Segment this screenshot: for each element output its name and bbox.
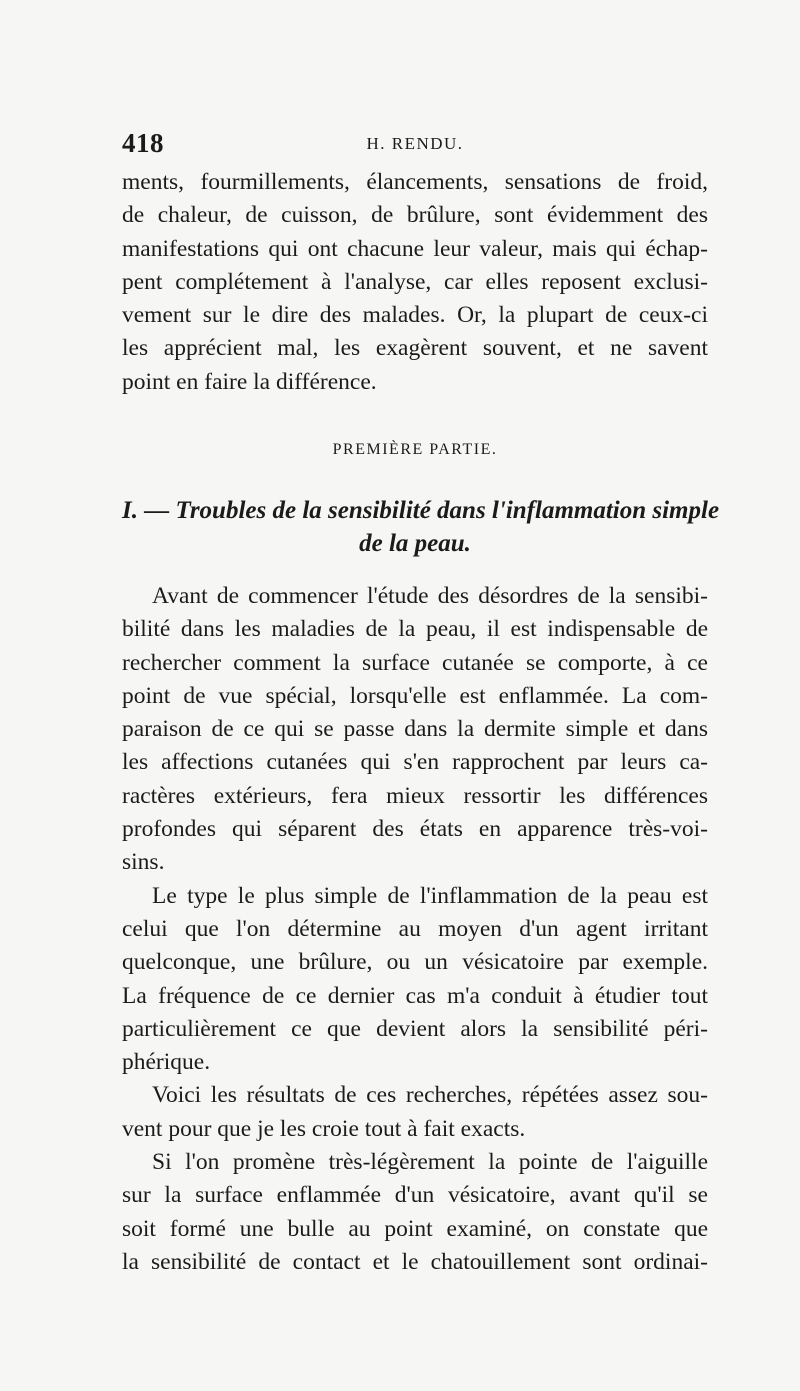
top-paragraph: [122, 166, 708, 399]
text-line: phérique.: [122, 1049, 211, 1076]
text-line: celui que l'on détermine au moyen d'un agent irritant: [122, 915, 708, 942]
text-line: point de vue spécial, lorsqu'elle est enflammée. La com-: [122, 682, 708, 709]
section-title-line: de la peau.: [359, 530, 471, 557]
page-number: 418: [122, 128, 164, 158]
text-line: Avant de commencer l'étude des désordres de la sensibi-: [152, 583, 708, 609]
part-title: PREMIÈRE PARTIE.: [332, 441, 498, 458]
text-line: point en faire la différence.: [122, 368, 377, 395]
text-line: de chaleur, de cuisson, de brûlure, sont évidemment des: [122, 202, 708, 229]
text-line: ments, fourmillements, élancements, sensations de froid,: [122, 169, 708, 195]
text-line: ractères extérieurs, fera mieux ressortir les différences: [122, 782, 708, 809]
text-line: La fréquence de ce dernier cas m'a conduit à étudier tout: [122, 982, 708, 1009]
section-title-line: I. — Troubles de la sensibilité dans l'inflammation simple: [122, 497, 720, 524]
text-line: sur la surface enflammée d'un vésicatoire, avant qu'il se: [122, 1182, 708, 1209]
text-line: Si l'on promène très-légèrement la pointe de l'aiguille: [152, 1149, 708, 1176]
body-text: [122, 580, 708, 1279]
text-line: les affections cutanées qui s'en rapprochent par leurs ca-: [122, 749, 708, 776]
text-line: paraison de ce qui se passe dans la dermite simple et dans: [122, 716, 708, 743]
text-line: vent pour que je les croie tout à fait exacts.: [122, 1115, 526, 1142]
running-head: [122, 128, 708, 158]
text-line: soit formé une bulle au point examiné, on constate que: [122, 1215, 708, 1242]
text-line: particulièrement ce que devient alors la sensibilité péri-: [122, 1015, 708, 1042]
text-line: pent complétement à l'analyse, car elles reposent exclusi-: [122, 268, 708, 295]
text-line: rechercher comment la surface cutanée se comporte, à ce: [122, 649, 708, 676]
text-line: Le type le plus simple de l'inflammation de la peau est: [152, 882, 708, 909]
text-line: Voici les résultats de ces recherches, répétées assez sou-: [152, 1082, 708, 1109]
text-line: bilité dans les maladies de la peau, il est indispensable de: [122, 616, 708, 643]
text-line: profondes qui séparent des états en apparence très-voi-: [122, 816, 708, 843]
text-line: sins.: [122, 849, 165, 876]
running-head-author: H. RENDU.: [366, 134, 464, 153]
text-line: quelconque, une brûlure, ou un vésicatoire par exemple.: [122, 949, 708, 976]
text-line: vement sur le dire des malades. Or, la plupart de ceux-ci: [122, 302, 708, 329]
text-line: la sensibilité de contact et le chatouillement sont ordinai-: [122, 1248, 708, 1275]
text-line: les apprécient mal, les exagèrent souvent, et ne savent: [122, 335, 708, 362]
section-title: [122, 494, 720, 560]
text-line: manifestations qui ont chacune leur valeur, mais qui échap-: [122, 235, 708, 262]
